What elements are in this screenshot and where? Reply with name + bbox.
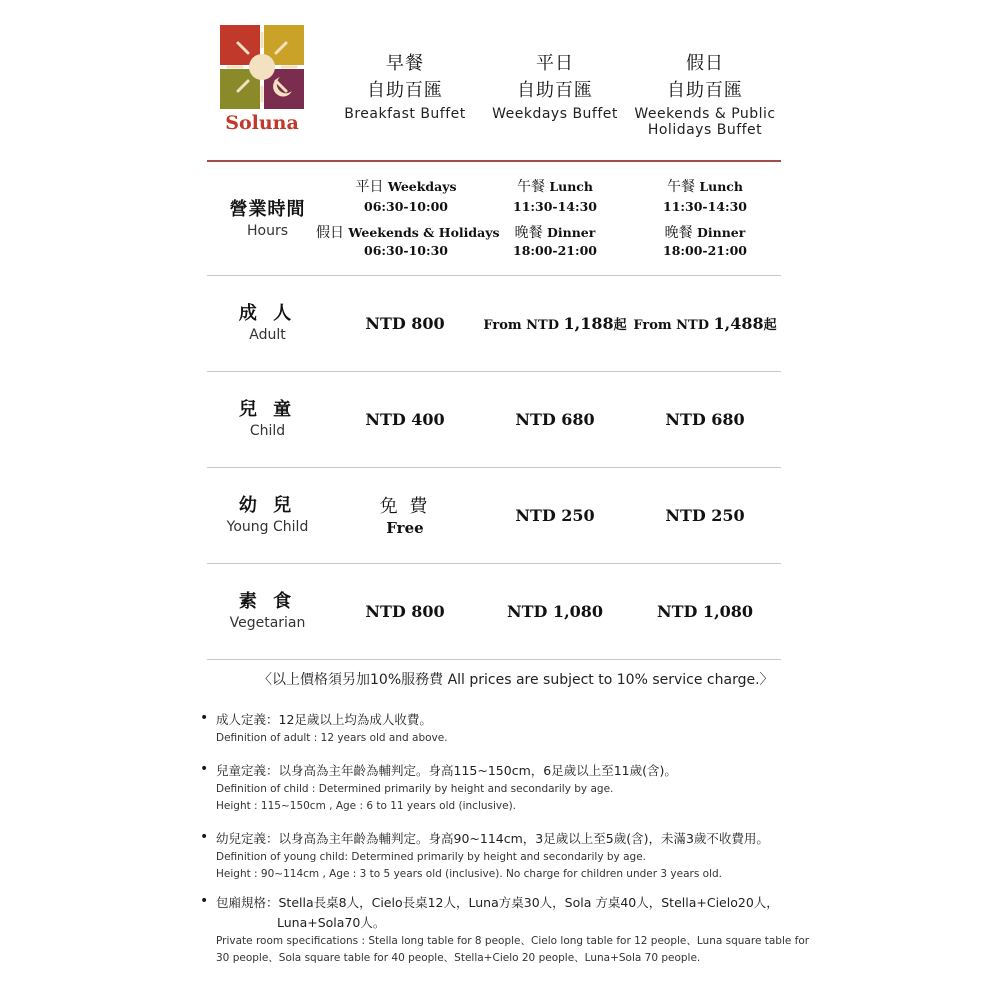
weekends-dinner-label: 晚餐 Dinner bbox=[664, 225, 746, 241]
service-charge-note: 〈以上價格須另加10%服務費 All prices are subject to 10% service charge.〉 bbox=[258, 672, 774, 688]
adult-label-en: Adult bbox=[249, 327, 286, 343]
young-child-breakfast-price: 免 費 Free bbox=[379, 496, 431, 537]
breakfast-holidays-time: 06:30-10:30 bbox=[364, 243, 448, 258]
column-header-breakfast bbox=[340, 50, 470, 122]
young-child-label bbox=[210, 494, 325, 536]
vegetarian-weekdays-price: NTD 1,080 bbox=[506, 602, 604, 621]
note-child-definition: • 兒童定義：以身高為主年齡為輔判定。身高115~150cm，6足歲以上至11歲(含)。 Definition of child : Determined primarily by height and secondarily by age. Height : 115~150cm , Age : 6 to 11 years old (inclusive). bbox=[200, 761, 677, 812]
adult-breakfast-price: NTD 800 bbox=[365, 314, 445, 333]
row-divider bbox=[207, 371, 781, 372]
note-adult-definition: • 成人定義：12足歲以上均為成人收費。 Definition of adult : 12 years old and above. bbox=[200, 710, 448, 744]
bullet-icon: • bbox=[200, 710, 209, 726]
column-header-weekdays bbox=[490, 50, 620, 122]
weekdays-dinner-label: 晚餐 Dinner bbox=[514, 225, 596, 241]
adult-weekdays-price: From NTD 1,188起 bbox=[483, 314, 627, 333]
hours-label bbox=[210, 198, 325, 240]
weekdays-lunch-time: 11:30-14:30 bbox=[513, 199, 597, 214]
column-en: Weekdays Buffet bbox=[492, 106, 618, 122]
column-zh-2: 自助百匯 bbox=[667, 80, 743, 101]
column-en-2: Holidays Buffet bbox=[647, 122, 763, 138]
vegetarian-label-zh: 素 食 bbox=[238, 591, 297, 612]
row-divider bbox=[207, 659, 781, 660]
child-breakfast-price: NTD 400 bbox=[365, 410, 445, 429]
weekends-lunch-time: 11:30-14:30 bbox=[663, 199, 747, 214]
hours-label-zh: 營業時間 bbox=[229, 199, 306, 220]
child-label bbox=[210, 398, 325, 440]
row-divider bbox=[207, 467, 781, 468]
row-divider bbox=[207, 563, 781, 564]
weekends-dinner-time: 18:00-21:00 bbox=[663, 243, 747, 258]
column-zh-1: 平日 bbox=[536, 53, 574, 74]
weekdays-lunch-label: 午餐 Lunch bbox=[516, 179, 594, 195]
hours-label-en: Hours bbox=[246, 223, 288, 239]
soluna-logo bbox=[220, 25, 305, 133]
vegetarian-weekends-price: NTD 1,080 bbox=[656, 602, 754, 621]
adult-label bbox=[210, 302, 325, 344]
young-child-weekdays-price: NTD 250 bbox=[515, 506, 595, 525]
vegetarian-breakfast-price: NTD 800 bbox=[365, 602, 445, 621]
note-young-child-definition: • 幼兒定義：以身高為主年齡為輔判定。身高90~114cm，3足歲以上至5歲(含)，未滿3歲不收費用。 Definition of young child: Determined primarily by height and secondarily by age. Height : 90~114cm , Age : 3 to 5 years old (inclusive). No charge for children under 3 years old. bbox=[200, 829, 769, 880]
sun-moon-logo-icon bbox=[220, 25, 305, 133]
adult-weekends-price: From NTD 1,488起 bbox=[633, 314, 777, 333]
bullet-icon: • bbox=[200, 761, 209, 777]
column-zh-1: 假日 bbox=[686, 53, 724, 74]
young-child-weekends-price: NTD 250 bbox=[665, 506, 745, 525]
young-child-label-zh: 幼 兒 bbox=[238, 495, 297, 516]
weekdays-dinner-time: 18:00-21:00 bbox=[513, 243, 597, 258]
column-header-weekends bbox=[625, 50, 785, 138]
breakfast-weekdays-time: 06:30-10:00 bbox=[364, 199, 448, 214]
breakfast-holidays-label: 假日 Weekends & Holidays bbox=[316, 225, 500, 241]
young-child-label-en: Young Child bbox=[226, 519, 309, 535]
note-private-room-specs: • 包廂規格：Stella長桌8人，Cielo長桌12人，Luna方桌30人，Sola 方桌40人，Stella+Cielo20人， Luna+Sola70人。 Private room specifications : Stella long table for 8 people、Cielo long table for 12 people、Luna square table for 30 people、Sola square table for 40 people、Stella+Cielo 20 people、Luna+Sola 70 people. bbox=[200, 893, 810, 964]
logo-text: Soluna bbox=[225, 112, 299, 133]
row-divider bbox=[207, 275, 781, 276]
child-label-zh: 兒 童 bbox=[238, 399, 297, 420]
child-weekdays-price: NTD 680 bbox=[515, 410, 595, 429]
adult-label-zh: 成 人 bbox=[238, 303, 297, 324]
vegetarian-label-en: Vegetarian bbox=[229, 615, 306, 631]
child-label-en: Child bbox=[249, 423, 286, 439]
column-en: Breakfast Buffet bbox=[344, 106, 466, 122]
header-divider bbox=[207, 160, 781, 162]
column-zh-2: 自助百匯 bbox=[367, 80, 443, 101]
column-zh-2: 自助百匯 bbox=[517, 80, 593, 101]
bullet-icon: • bbox=[200, 829, 209, 845]
column-zh-1: 早餐 bbox=[386, 53, 424, 74]
weekends-lunch-label: 午餐 Lunch bbox=[666, 179, 744, 195]
column-en-1: Weekends & Public bbox=[634, 106, 776, 122]
child-weekends-price: NTD 680 bbox=[665, 410, 745, 429]
bullet-icon: • bbox=[200, 893, 209, 909]
breakfast-weekdays-label: 平日 Weekdays bbox=[355, 179, 457, 195]
vegetarian-label bbox=[210, 590, 325, 632]
